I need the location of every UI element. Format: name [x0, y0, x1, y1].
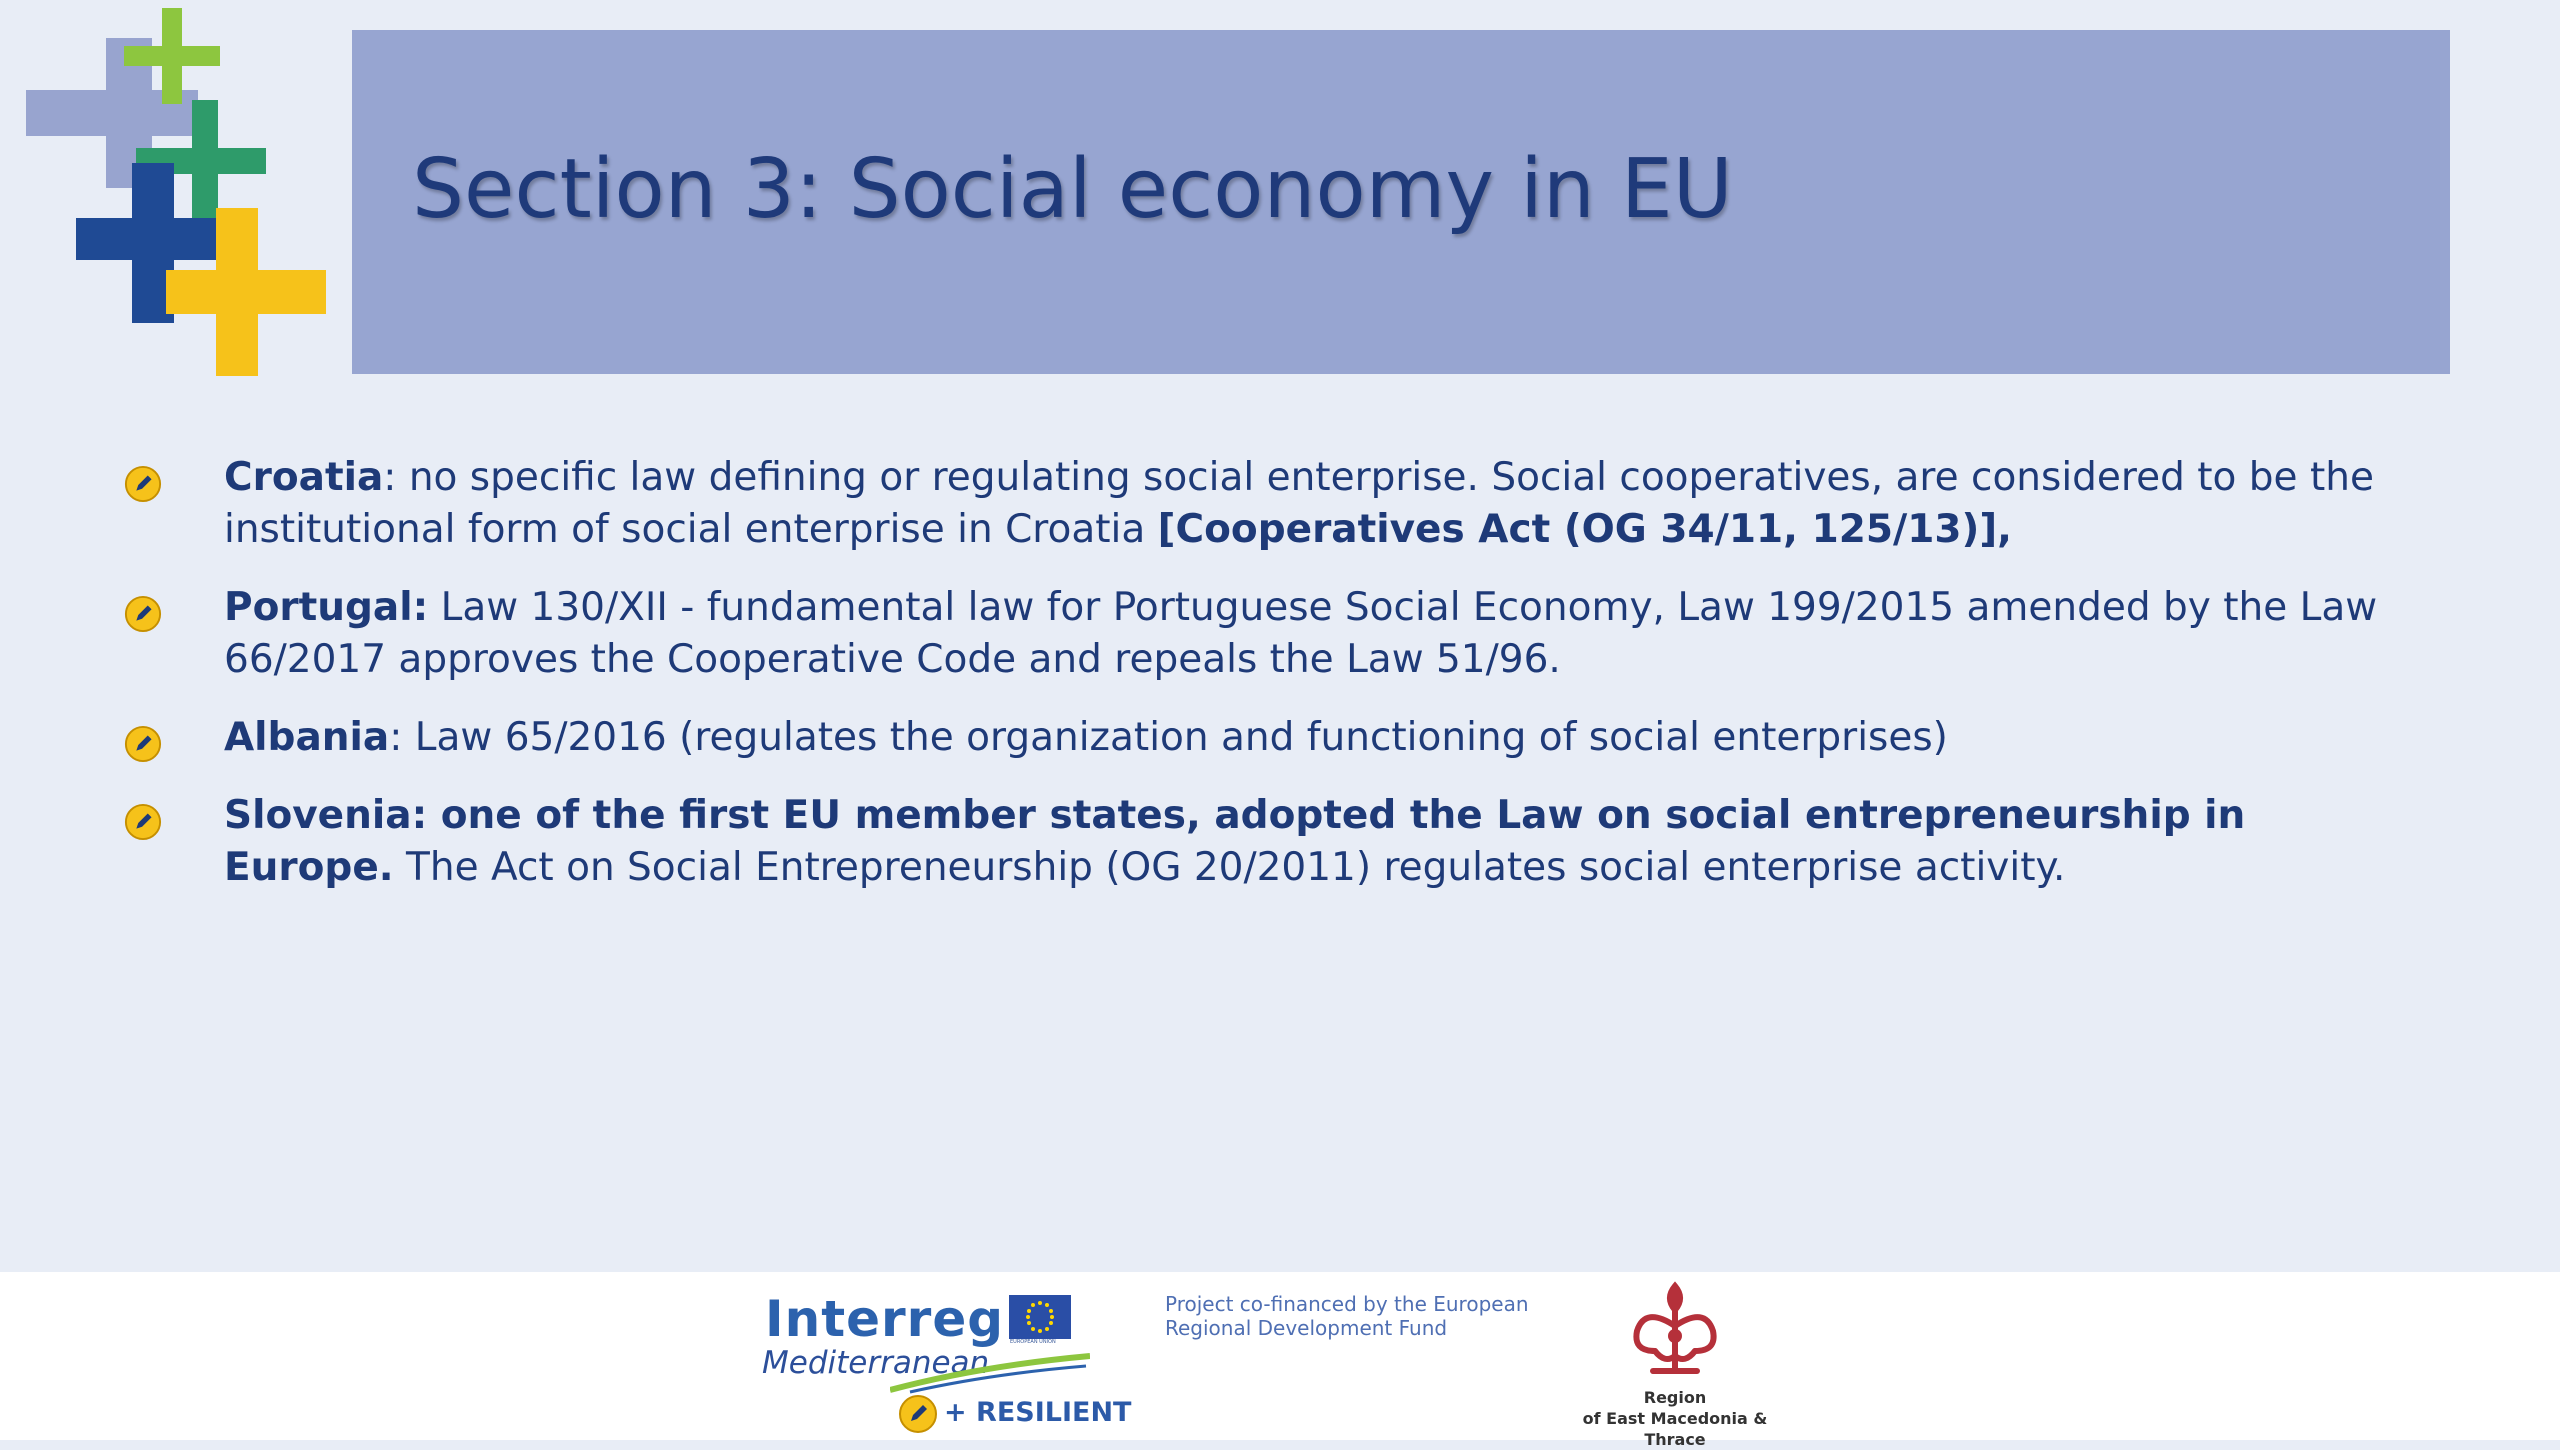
bullet-heading: Croatia	[224, 455, 384, 500]
bullet-citation: [Cooperatives Act (OG 34/11, 125/13)],	[1157, 507, 2012, 552]
bullet-heading: Portugal:	[224, 585, 429, 630]
bullet-text-portugal	[224, 582, 2420, 686]
bullet-body: : Law 65/2016 (regulates the organization and functioning of social enterprises)	[389, 715, 1948, 760]
list-item	[120, 712, 2420, 764]
bullet-heading: Slovenia: one of the first EU member states, adopted the Law on social entrepreneurship in Europe.	[224, 793, 2246, 890]
yellow-circle-pencil-icon	[898, 1394, 938, 1434]
yellow-circle-pencil-icon	[124, 595, 162, 633]
interreg-logo-text: Interreg	[765, 1290, 1005, 1348]
bullet-body: Law 130/XII - fundamental law for Portuguese Social Economy, Law 199/2015 amended by the Law 66/2017 approves the Cooperative Code and repeals the Law 51/96.	[224, 585, 2378, 682]
list-item	[120, 582, 2420, 686]
project-name: + RESILIENT	[944, 1397, 1132, 1428]
bullet-list	[120, 452, 2420, 920]
plus-crosses-logo	[26, 8, 326, 378]
swoosh-decoration	[890, 1352, 1090, 1394]
list-item	[120, 790, 2420, 894]
eu-fund-caption: EUROPEAN UNION	[1010, 1339, 1056, 1345]
eu-flag-icon	[1009, 1295, 1071, 1339]
bullet-body: : no specific law defining or regulating social enterprise. Social cooperatives, are considered to be the institutional form of social enterprise in Croatia	[224, 455, 2374, 552]
list-item	[120, 452, 2420, 556]
yellow-circle-pencil-icon	[124, 465, 162, 503]
cofinancing-line-2: Regional Development Fund	[1165, 1316, 1448, 1340]
bullet-body: The Act on Social Entrepreneurship (OG 20/2011) regulates social enterprise activity.	[393, 845, 2066, 890]
cofinancing-line-1: Project co-financed by the European	[1165, 1292, 1529, 1316]
cofinancing-note	[1165, 1292, 1529, 1340]
slide-title: Section 3: Social economy in EU	[412, 142, 1733, 237]
bullet-heading: Albania	[224, 715, 390, 760]
yellow-circle-pencil-icon	[124, 725, 162, 763]
region-caption-line-2: of East Macedonia & Thrace	[1582, 1409, 1768, 1449]
yellow-circle-pencil-icon	[124, 803, 162, 841]
mediterranean-logo-text: Mediterranean	[762, 1345, 990, 1381]
region-caption-line-1: Region	[1643, 1388, 1707, 1407]
bullet-text-croatia	[224, 452, 2420, 556]
title-banner	[352, 30, 2450, 374]
region-seal-emblem	[1615, 1276, 1735, 1381]
bullet-text-albania	[224, 712, 2420, 764]
bullet-text-slovenia	[224, 790, 2420, 894]
region-caption	[1560, 1387, 1790, 1450]
